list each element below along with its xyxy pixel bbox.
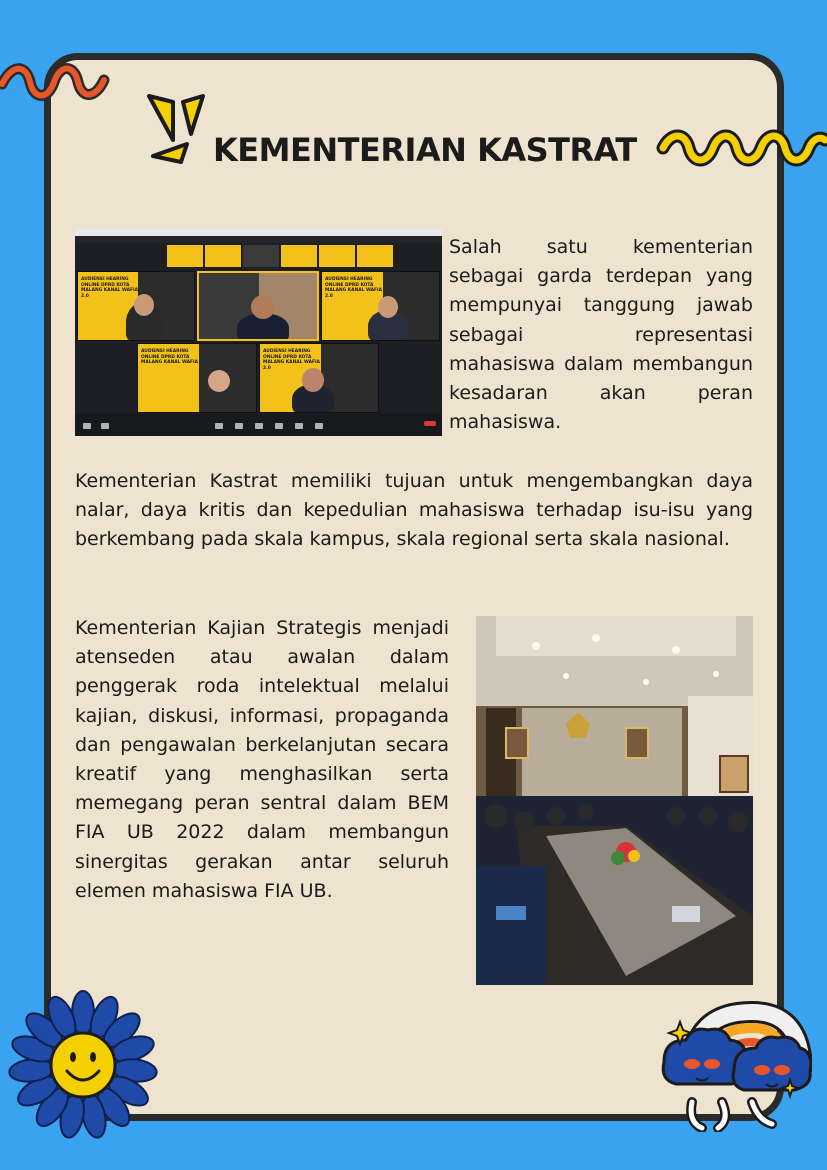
yellow-squiggle-decoration	[655, 126, 827, 170]
meeting-room-photo	[476, 616, 753, 985]
orange-squiggle-decoration	[0, 60, 110, 105]
spark-lines-icon	[143, 92, 209, 168]
role-paragraph: Kementerian Kajian Strategis menjadi atenseden atau awalan dalam penggerak roda intelektual melalui kajian, diskusi, informasi, propaganda dan pengawalan berkelanjutan secara kreatif yang menghasilkan serta memegang peran sentral dalam BEM FIA UB 2022 dalam membangun sinergitas gerakan antar seluruh elemen mahasiswa FIA UB.	[75, 617, 449, 902]
rainbow-clouds-decoration	[652, 982, 812, 1132]
smiley-flower-decoration	[8, 990, 158, 1140]
intro-paragraph: Salah satu kementerian sebagai garda terdepan yang mempunyai tanggung jawab sebagai representasi mahasiswa dalam membangun kesadaran akan peran mahasiswa.	[449, 236, 753, 434]
goal-paragraph: Kementerian Kastrat memiliki tujuan untuk mengembangkan daya nalar, daya kritis dan kepedulian mahasiswa terhadap isu-isu yang berkembang pada skala kampus, skala regional serta skala nasional.	[75, 470, 753, 551]
page-title: KEMENTERIAN KASTRAT	[213, 131, 637, 169]
zoom-meeting-screenshot: AUDIENSI HEARING ONLINE DPRD KOTA MALANG KANAL WAFIA 2.0 AUDIENSI HEARING ONLINE DPRD KOTA MALANG KANAL WAFIA 2.0 AUDIENSI HEARING ONLINE DPRD KOTA MALANG KANAL WAFIA AUDIENSI HEARING ONLINE DPRD KOTA MALANG KANAL WAFIA 2.0	[75, 229, 442, 436]
